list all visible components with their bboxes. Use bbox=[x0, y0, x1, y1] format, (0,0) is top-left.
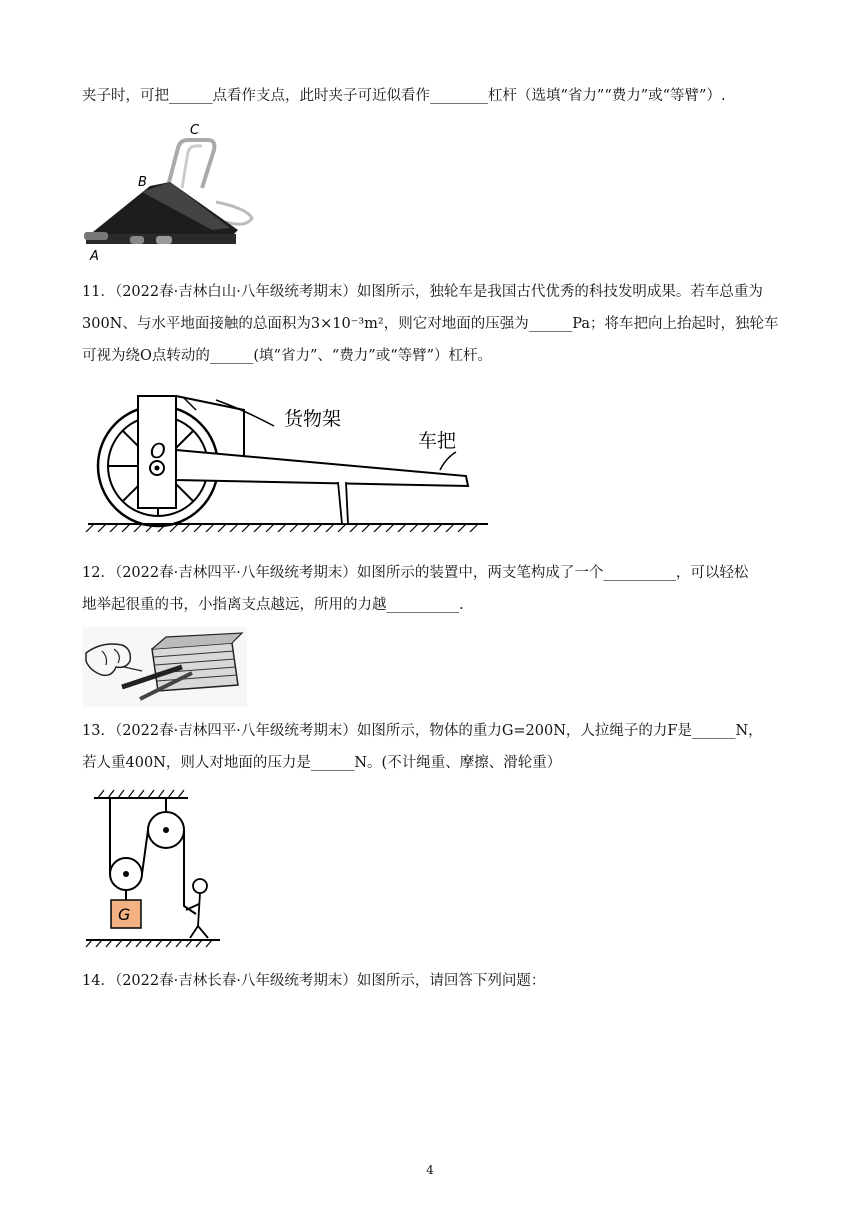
label-g: G bbox=[118, 905, 131, 924]
label-a: A bbox=[90, 249, 99, 264]
q11-text-line: 11．（2022春·吉林白山·八年级统考期末）如图所示，独轮车是我国古代优秀的科技发明成果。若车总重为 bbox=[82, 284, 763, 300]
q11-text-line: 可视为绕O点转动的______(填“省力”、“费力”或“等臂”）杠杆。 bbox=[82, 348, 493, 364]
label-handle: 车把 bbox=[418, 430, 457, 452]
label-c: C bbox=[190, 123, 200, 138]
label-cargo-rack: 货物架 bbox=[284, 408, 342, 430]
page-number: 4 bbox=[426, 1163, 434, 1177]
binder-clip-figure bbox=[80, 118, 260, 266]
q10-text-line: 夹子时，可把______点看作支点，此时夹子可近似看作________杠杆（选填“省力”“费力”或“等臂”）. bbox=[82, 88, 726, 104]
q13-text-line: 13．（2022春·吉林四平·八年级统考期末）如图所示，物体的重力G=200N，人拉绳子的力F是______N， bbox=[82, 723, 763, 739]
label-b: B bbox=[138, 175, 147, 190]
q14-text-line: 14．（2022春·吉林长春·八年级统考期末）如图所示，请回答下列问题： bbox=[82, 973, 546, 989]
label-o: O bbox=[150, 439, 166, 463]
q12-text-line: 地举起很重的书，小指离支点越远，所用的力越__________. bbox=[82, 597, 464, 613]
q12-text-line: 12．（2022春·吉林四平·八年级统考期末）如图所示的装置中，两支笔构成了一个__________，可以轻松 bbox=[82, 565, 749, 581]
wheelbarrow-figure bbox=[84, 380, 494, 532]
pens-books-figure bbox=[82, 627, 247, 707]
q13-text-line: 若人重400N，则人对地面的压力是______N。(不计绳重、摩擦、滑轮重） bbox=[82, 755, 562, 771]
q11-text-line: 300N、与水平地面接触的总面积为3×10⁻³m²，则它对地面的压强为______Pa；将车把向上抬起时，独轮车 bbox=[82, 316, 779, 332]
pulley-figure bbox=[84, 786, 224, 948]
